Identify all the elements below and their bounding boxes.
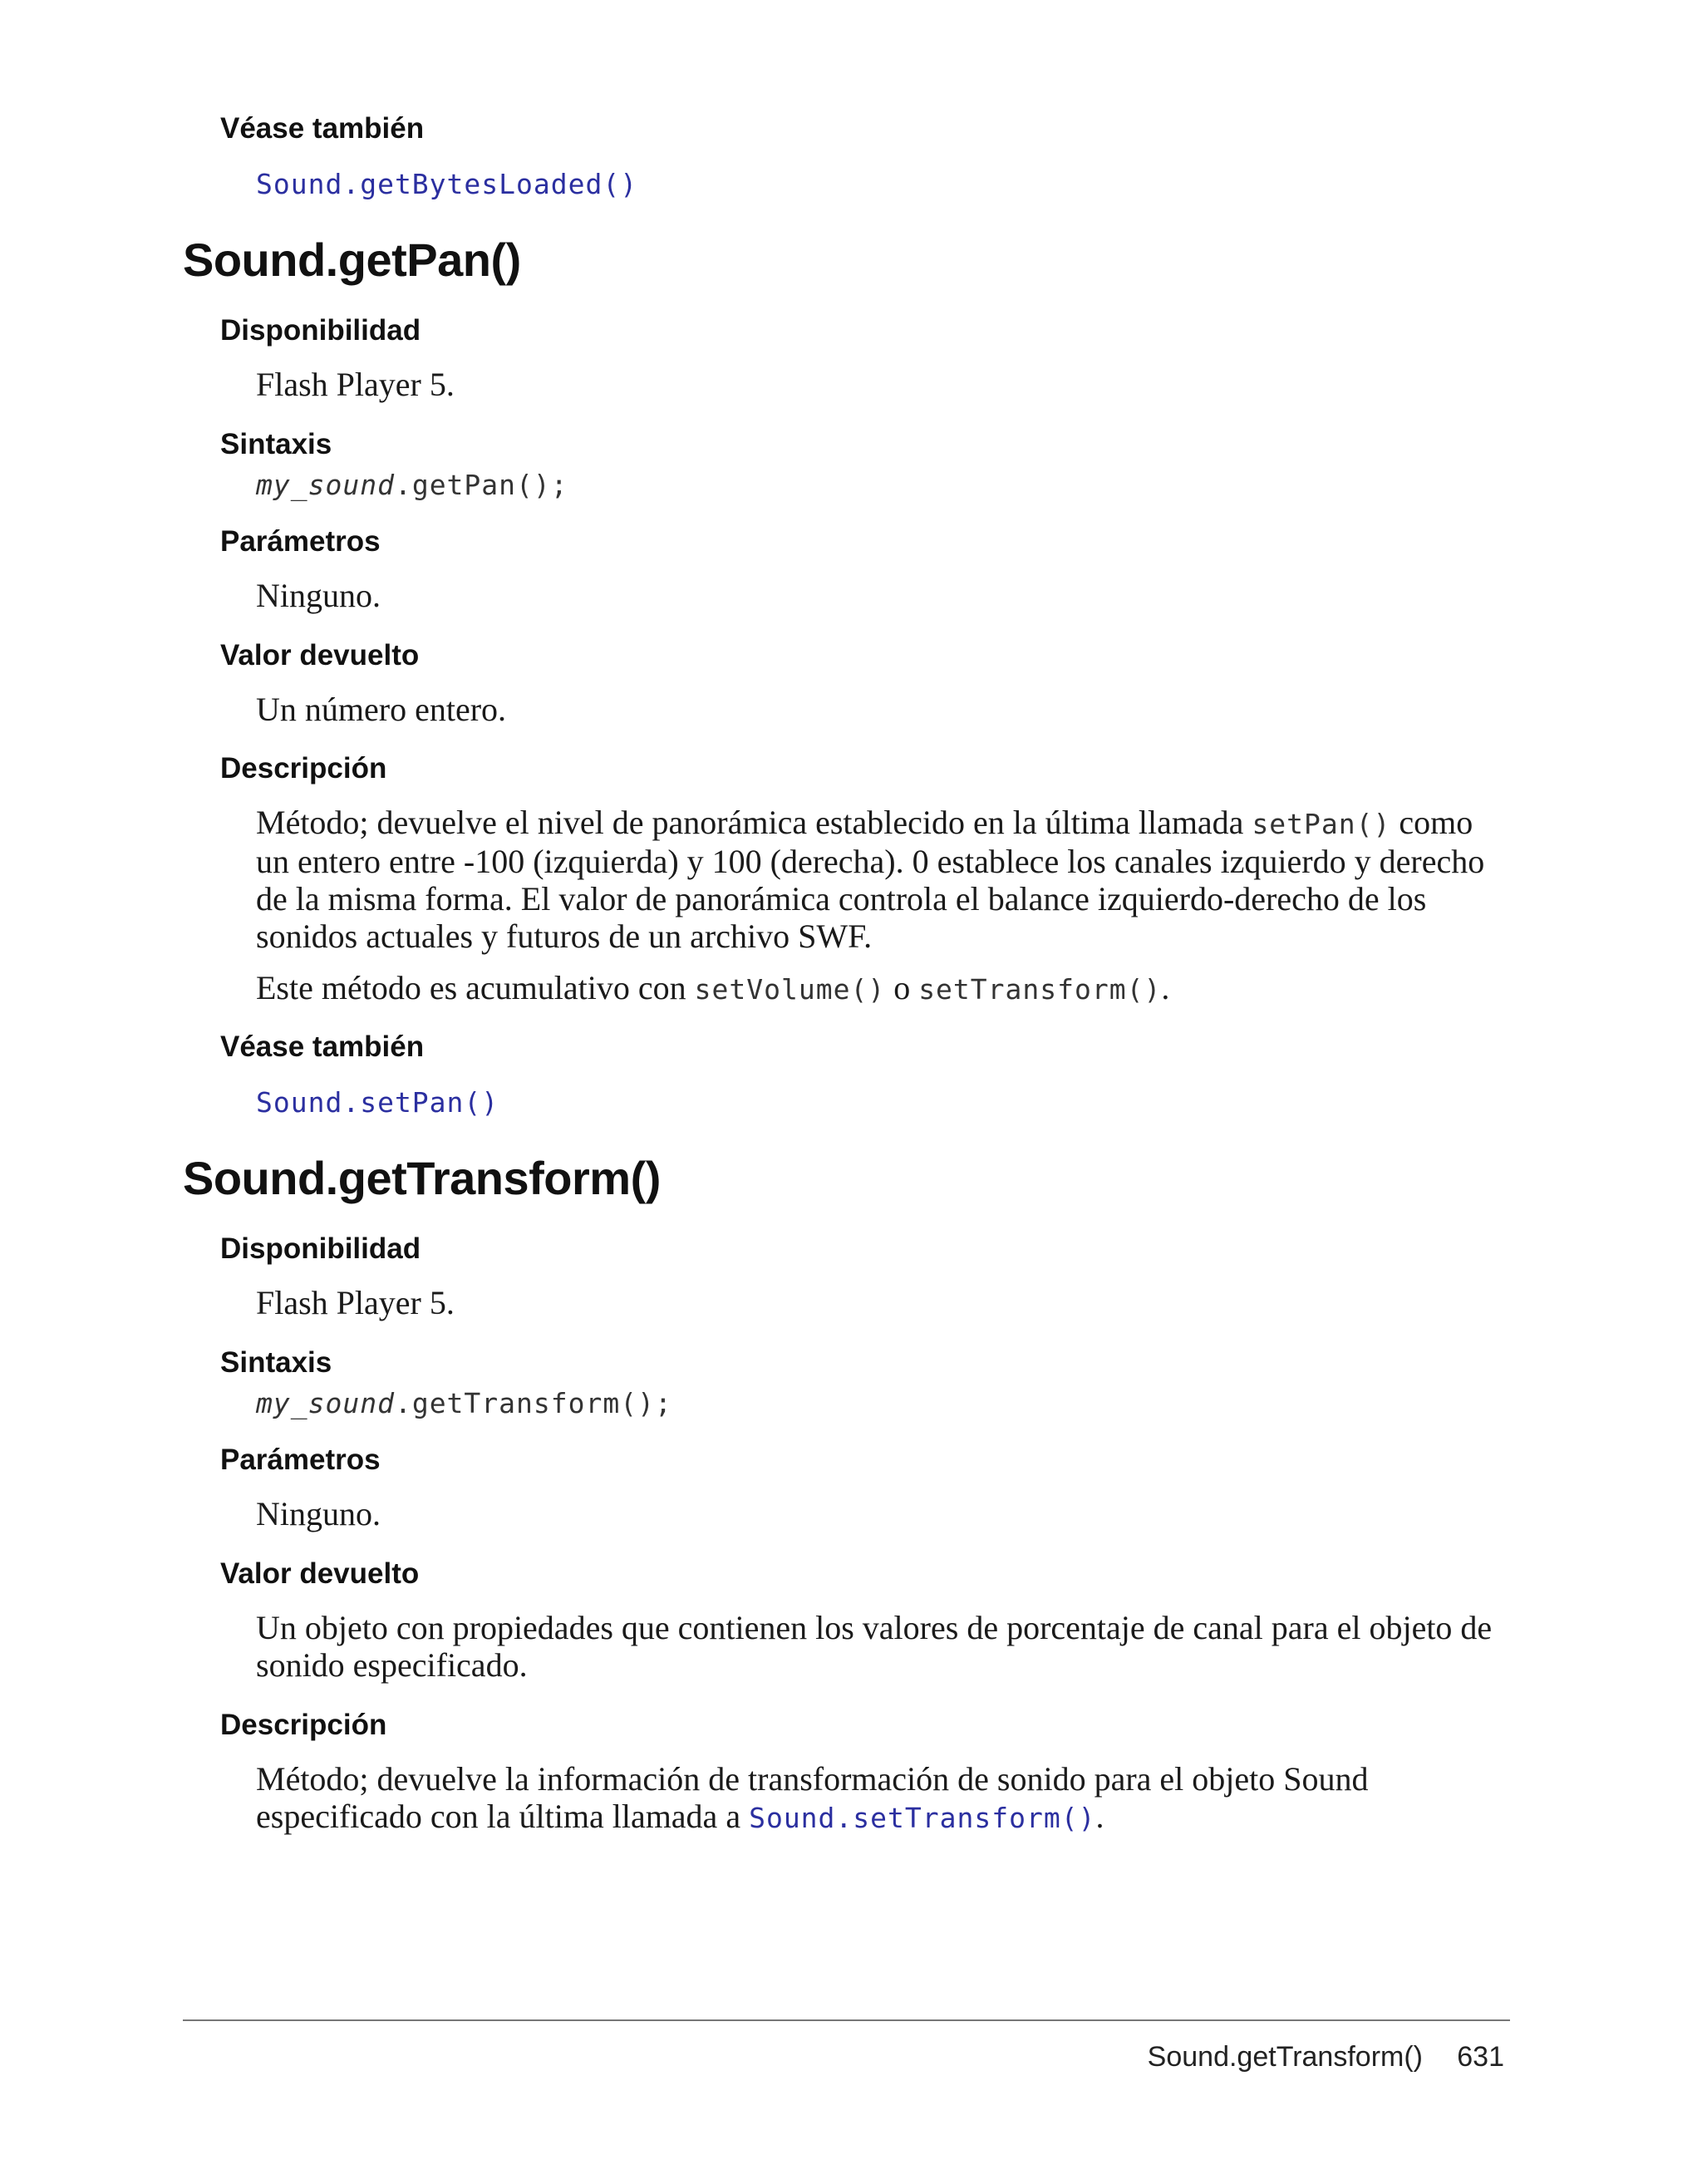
- availability-text: Flash Player 5.: [256, 1284, 455, 1321]
- footer-running-title: Sound.getTransform(): [1147, 2041, 1423, 2073]
- parameters-text: Ninguno.: [256, 577, 381, 614]
- description-text: .: [1095, 1798, 1104, 1835]
- code-settransform: setTransform(): [918, 973, 1162, 1006]
- description-text: Método; devuelve la información de transformación de sonido para el objeto Sound especificado con la última llamada a: [256, 1760, 1369, 1835]
- syntax-code: [256, 1387, 672, 1419]
- syntax-code: [256, 471, 568, 499]
- description-heading: Descripción: [220, 752, 387, 785]
- see-also-code: [256, 1086, 499, 1119]
- syntax-heading: Sintaxis: [220, 428, 332, 460]
- return-value-heading: Valor devuelto: [220, 639, 420, 671]
- syntax-method: .getPan();: [394, 469, 568, 501]
- see-also-code: [256, 170, 637, 198]
- see-also-heading: Véase también: [220, 112, 425, 145]
- entry-title-getpan: Sound.getPan(): [183, 234, 521, 286]
- see-also-link-setpan[interactable]: Sound.setPan(): [256, 1086, 499, 1119]
- availability-text: Flash Player 5.: [256, 366, 455, 403]
- return-value-heading: Valor devuelto: [220, 1557, 420, 1590]
- see-also-link-getbytesloaded[interactable]: Sound.getBytesLoaded(): [256, 168, 638, 200]
- syntax-object: my_sound: [256, 469, 395, 501]
- description-paragraph-2: [256, 969, 1169, 1008]
- description-heading: Descripción: [220, 1709, 387, 1741]
- code-setpan: setPan(): [1252, 808, 1391, 840]
- description-paragraph: [256, 1760, 1519, 1837]
- return-value-text: Un objeto con propiedades que contienen los valores de porcentaje de canal para el objeto de sonido especificado.: [256, 1609, 1493, 1684]
- description-paragraph-1: [256, 804, 1503, 955]
- code-setvolume: setVolume(): [694, 973, 886, 1006]
- see-also-heading: Véase también: [220, 1031, 425, 1063]
- description-text: Este método es acumulativo con: [256, 969, 695, 1006]
- parameters-text: Ninguno.: [256, 1495, 381, 1532]
- parameters-heading: Parámetros: [220, 1444, 381, 1476]
- description-text: .: [1161, 969, 1170, 1006]
- entry-title-gettransform: Sound.getTransform(): [183, 1152, 661, 1204]
- footer-divider: [183, 2019, 1510, 2021]
- syntax-method: .getTransform();: [394, 1387, 672, 1419]
- description-text: como un entero entre -100 (izquierda) y 100 (derecha). 0 establece los canales izquierdo y derecho de la misma forma. El valor de panorámica controla el balance izquierdo-derecho de los sonidos actuales y futuros de un archivo SWF.: [256, 804, 1485, 955]
- parameters-heading: Parámetros: [220, 525, 381, 558]
- page-number: 631: [1457, 2041, 1504, 2073]
- return-value-text: Un número entero.: [256, 691, 507, 728]
- availability-heading: Disponibilidad: [220, 1232, 421, 1265]
- description-text: Método; devuelve el nivel de panorámica establecido en la última llamada: [256, 804, 1252, 841]
- description-text: o: [885, 969, 919, 1006]
- link-sound-settransform[interactable]: Sound.setTransform(): [749, 1802, 1096, 1834]
- availability-heading: Disponibilidad: [220, 314, 421, 347]
- syntax-heading: Sintaxis: [220, 1346, 332, 1379]
- syntax-object: my_sound: [256, 1387, 395, 1419]
